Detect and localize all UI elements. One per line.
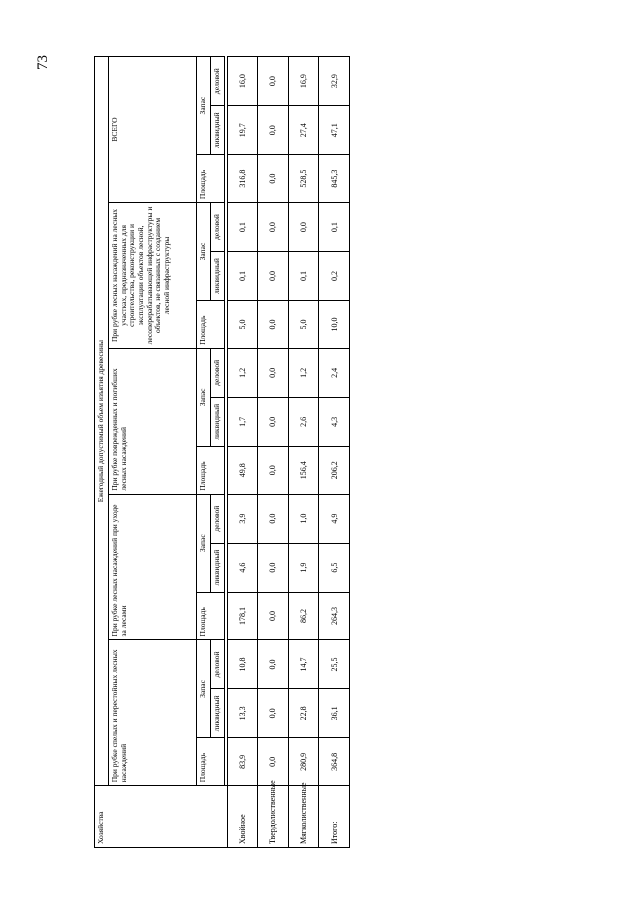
table-row bbox=[258, 57, 289, 848]
table-cell: 22,8 bbox=[288, 689, 319, 738]
table-cell: 316,8 bbox=[227, 155, 258, 203]
table-cell: 4,3 bbox=[319, 397, 350, 446]
table-cell: 1,2 bbox=[227, 348, 258, 397]
table-cell: 5,0 bbox=[227, 300, 258, 348]
table-cell: 6,5 bbox=[319, 543, 350, 592]
table-cell: 0,1 bbox=[288, 252, 319, 301]
table-cell: 0,0 bbox=[258, 155, 289, 203]
table-cell: 14,7 bbox=[288, 640, 319, 689]
table-cell: 845,3 bbox=[319, 155, 350, 203]
table-cell: 206,2 bbox=[319, 446, 350, 494]
table-cell: 1,7 bbox=[227, 397, 258, 446]
table-row bbox=[319, 57, 350, 848]
header-area: Площадь bbox=[197, 446, 225, 494]
header-area: Площадь bbox=[197, 300, 225, 348]
table-cell: 0,0 bbox=[258, 348, 289, 397]
table-cell: 2,6 bbox=[288, 397, 319, 446]
table-cell: 49,8 bbox=[227, 446, 258, 494]
table-cell: 0,2 bbox=[319, 252, 350, 301]
header-stock: Запас bbox=[197, 494, 211, 592]
table-cell: 0,0 bbox=[288, 203, 319, 252]
row-name: Твердолиственные bbox=[258, 786, 289, 848]
table-cell: 2,4 bbox=[319, 348, 350, 397]
table-cell: 36,1 bbox=[319, 689, 350, 738]
table-cell: 83,9 bbox=[227, 738, 258, 786]
header-liquid: ликвидный bbox=[211, 397, 225, 446]
table-cell: 0,0 bbox=[258, 592, 289, 640]
header-liquid: ликвидный bbox=[211, 252, 225, 301]
header-group-total: ВСЕГО bbox=[109, 57, 197, 203]
table-cell: 364,8 bbox=[319, 738, 350, 786]
table-cell: 10,8 bbox=[227, 640, 258, 689]
table-cell: 10,0 bbox=[319, 300, 350, 348]
table-row bbox=[288, 57, 319, 848]
header-farm: Хозяйства bbox=[95, 786, 228, 848]
table-cell: 0,0 bbox=[258, 397, 289, 446]
row-name: Мягколиственные bbox=[288, 786, 319, 848]
table-cell: 16,9 bbox=[288, 57, 319, 106]
table-cell: 1,0 bbox=[288, 494, 319, 543]
table-cell: 0,0 bbox=[258, 57, 289, 106]
table-cell: 0,0 bbox=[258, 738, 289, 786]
header-area: Площадь bbox=[197, 592, 225, 640]
table-cell: 27,4 bbox=[288, 106, 319, 155]
header-stock: Запас bbox=[197, 57, 211, 155]
timber-harvest-table bbox=[94, 56, 350, 848]
table-cell: 1,9 bbox=[288, 543, 319, 592]
row-name: Хвойное bbox=[227, 786, 258, 848]
table-row bbox=[227, 57, 258, 848]
row-name: Итого: bbox=[319, 786, 350, 848]
table-cell: 0,0 bbox=[258, 640, 289, 689]
table-cell: 0,0 bbox=[258, 446, 289, 494]
header-group-infrastructure: При рубке лесных насаждений на лесных участках, предназначенных для строительства, реконструкции и эксплуатации объектов лесной, лесоперерабатывающей инфраструктуры и объектов, не связанных с созданием лесной инфраструктуры bbox=[109, 203, 197, 349]
header-business: деловой bbox=[211, 57, 225, 106]
header-stock: Запас bbox=[197, 203, 211, 301]
table-rotation-frame bbox=[94, 56, 350, 848]
table-cell: 5,0 bbox=[288, 300, 319, 348]
table-cell: 280,9 bbox=[288, 738, 319, 786]
header-business: деловой bbox=[211, 203, 225, 252]
table-cell: 156,4 bbox=[288, 446, 319, 494]
table-cell: 4,9 bbox=[319, 494, 350, 543]
table-cell: 19,7 bbox=[227, 106, 258, 155]
table-cell: 0,0 bbox=[258, 106, 289, 155]
header-stock: Запас bbox=[197, 348, 211, 446]
table-cell: 0,0 bbox=[258, 252, 289, 301]
table-cell: 1,2 bbox=[288, 348, 319, 397]
table-cell: 16,0 bbox=[227, 57, 258, 106]
header-business: деловой bbox=[211, 494, 225, 543]
table-cell: 528,5 bbox=[288, 155, 319, 203]
header-area: Площадь bbox=[197, 738, 225, 786]
header-business: деловой bbox=[211, 348, 225, 397]
header-group-mature: При рубке спелых и перестойных лесных насаждений bbox=[109, 640, 197, 786]
table-cell: 0,1 bbox=[227, 252, 258, 301]
header-liquid: ликвидный bbox=[211, 689, 225, 738]
header-liquid: ликвидный bbox=[211, 106, 225, 155]
header-group-damaged: При рубке поврежденных и погибших лесных насаждений bbox=[109, 348, 197, 494]
table-cell: 178,1 bbox=[227, 592, 258, 640]
table-cell: 0,1 bbox=[319, 203, 350, 252]
header-stock: Запас bbox=[197, 640, 211, 738]
header-area: Площадь bbox=[197, 155, 225, 203]
table-cell: 13,3 bbox=[227, 689, 258, 738]
table-cell: 0,0 bbox=[258, 543, 289, 592]
rotated-table-container bbox=[94, 56, 350, 848]
table-cell: 32,9 bbox=[319, 57, 350, 106]
table-cell: 0,1 bbox=[227, 203, 258, 252]
table-body bbox=[227, 57, 349, 848]
table-cell: 4,6 bbox=[227, 543, 258, 592]
page-number: 73 bbox=[35, 55, 51, 70]
table-cell: 3,9 bbox=[227, 494, 258, 543]
table-cell: 0,0 bbox=[258, 300, 289, 348]
header-annual-volume: Ежегодный допустимый объем изъятия древесины bbox=[95, 57, 109, 786]
header-business: деловой bbox=[211, 640, 225, 689]
header-liquid: ликвидный bbox=[211, 543, 225, 592]
table-cell: 0,0 bbox=[258, 689, 289, 738]
table-cell: 264,3 bbox=[319, 592, 350, 640]
table-cell: 25,5 bbox=[319, 640, 350, 689]
table-cell: 86,2 bbox=[288, 592, 319, 640]
table-cell: 47,1 bbox=[319, 106, 350, 155]
header-group-care: При рубке лесных насаждений при уходе за лесами bbox=[109, 494, 197, 640]
table-cell: 0,0 bbox=[258, 494, 289, 543]
table-cell: 0,0 bbox=[258, 203, 289, 252]
